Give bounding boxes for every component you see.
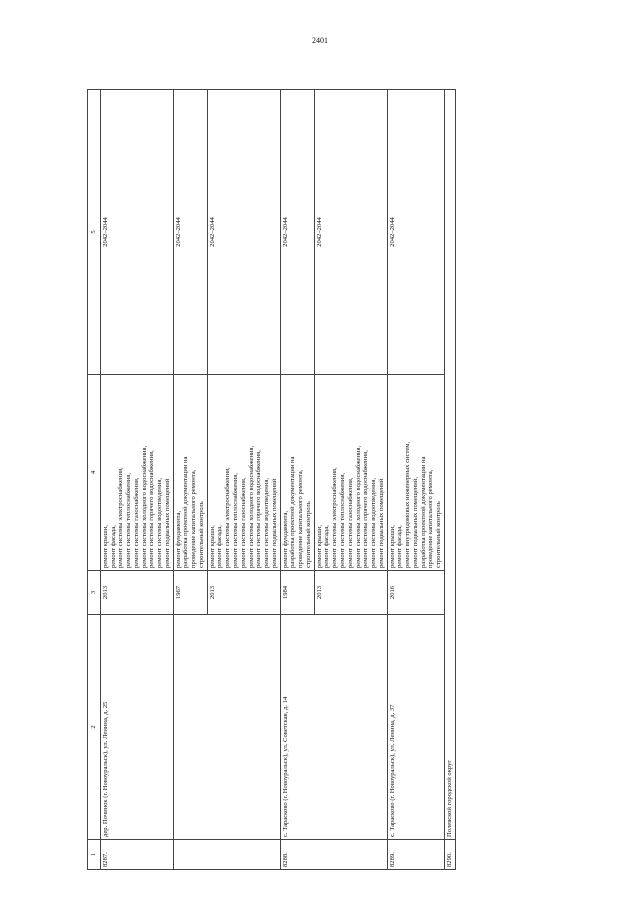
- works-cell: [280, 375, 314, 571]
- table-row: [100, 90, 173, 870]
- header-cell: 3: [88, 571, 101, 615]
- work-item: строительный контроль: [197, 501, 205, 568]
- address-cell: с. Тарасково (г. Новоуральск), ул. Советская, д. 14: [280, 615, 387, 840]
- row-number: 8289.: [387, 840, 444, 870]
- work-item: ремонт крыши,: [388, 525, 396, 568]
- work-item: ремонт системы водоотведения,: [263, 477, 271, 568]
- work-item: ремонт крыши,: [315, 525, 323, 568]
- work-item: ремонт системы водоотведения,: [370, 477, 378, 568]
- table-row: [387, 90, 444, 870]
- district-name: Полевской городской округ: [444, 90, 455, 840]
- header-cell: 2: [88, 615, 101, 840]
- term-cell: 2042–2044: [280, 90, 314, 375]
- work-item: ремонт системы электроснабжения,: [224, 467, 232, 568]
- year-cell: 2013: [207, 571, 280, 615]
- work-item: разработка проектной документации на: [419, 456, 427, 568]
- table-row: [280, 90, 314, 870]
- year-cell: 1984: [280, 571, 314, 615]
- row-number: 8287.: [100, 840, 173, 870]
- work-item: ремонт системы электроснабжения,: [331, 467, 339, 568]
- work-item: ремонт фундамента,: [174, 510, 182, 568]
- address-cell: с. Тарасково (г. Новоуральск), ул. Ленина, д. 37: [387, 615, 444, 840]
- work-item: ремонт фасада,: [216, 525, 224, 568]
- work-item: ремонт фасада,: [323, 525, 331, 568]
- term-cell: 2042–2044: [173, 90, 207, 375]
- work-item: проведение капитального ремонта,: [427, 469, 435, 568]
- works-cell: [100, 375, 173, 571]
- row-number: 8288.: [280, 840, 387, 870]
- works-cell: [173, 375, 207, 571]
- work-item: ремонт системы горячего водоснабжения,: [362, 450, 370, 568]
- header-row: [88, 90, 101, 870]
- work-item: ремонт фасада,: [396, 525, 404, 568]
- works-cell: [207, 375, 280, 571]
- work-item: ремонт подвальных помещений: [377, 478, 385, 568]
- work-item: ремонт системы газоснабжения,: [239, 477, 247, 568]
- work-item: проведение капитального ремонта,: [297, 469, 305, 568]
- year-cell: 2013: [100, 571, 173, 615]
- work-item: проведение капитального ремонта,: [190, 469, 198, 568]
- work-item: ремонт системы горячего водоснабжения,: [148, 450, 156, 568]
- work-item: разработка проектной документации на: [289, 456, 297, 568]
- header-cell: 5: [88, 90, 101, 375]
- work-item: разработка проектной документации на: [182, 456, 190, 568]
- table-body: [88, 90, 456, 870]
- header-cell: 1: [88, 840, 101, 870]
- work-item: строительный контроль: [304, 501, 312, 568]
- work-item: ремонт системы холодного водоснабжения,: [140, 445, 148, 568]
- address-cell: [173, 615, 280, 840]
- work-item: ремонт подвальных помещений: [163, 478, 171, 568]
- table-row: [173, 90, 207, 870]
- works-cell: [387, 375, 444, 571]
- work-item: ремонт системы горячего водоснабжения,: [255, 450, 263, 568]
- work-item: ремонт крыши,: [101, 525, 109, 568]
- work-item: ремонт фундамента,: [281, 510, 289, 568]
- year-cell: 2013: [314, 571, 387, 615]
- term-cell: 2042–2044: [314, 90, 387, 375]
- page-number: 2401: [312, 36, 328, 45]
- work-item: ремонт крыши,: [208, 525, 216, 568]
- work-item: ремонт фасада,: [109, 525, 117, 568]
- year-cell: 2016: [387, 571, 444, 615]
- works-cell: [314, 375, 387, 571]
- footer-number: 8290.: [444, 840, 455, 870]
- address-cell: дер. Починок (г. Новоуральск), ул. Ленина, д. 25: [100, 615, 173, 840]
- term-cell: 2042–2044: [100, 90, 173, 375]
- rotated-table-wrapper: [87, 90, 607, 870]
- term-cell: 2042–2044: [387, 90, 444, 375]
- work-item: ремонт подвальных помещений,: [411, 477, 419, 568]
- work-item: ремонт подвальных помещений: [270, 478, 278, 568]
- footer-row: [444, 90, 455, 870]
- work-item: ремонт системы холодного водоснабжения,: [354, 445, 362, 568]
- repair-schedule-table: [87, 89, 456, 870]
- work-item: строительный контроль: [435, 501, 443, 568]
- header-cell: 4: [88, 375, 101, 571]
- work-item: ремонт системы теплоснабжения,: [338, 473, 346, 568]
- work-item: ремонт системы газоснабжения,: [346, 477, 354, 568]
- work-item: ремонт системы газоснабжения,: [132, 477, 140, 568]
- year-cell: 1967: [173, 571, 207, 615]
- work-item: ремонт системы электроснабжения,: [117, 467, 125, 568]
- work-item: ремонт системы холодного водоснабжения,: [247, 445, 255, 568]
- work-item: ремонт внутридомовых инженерных систем,: [404, 441, 412, 568]
- work-item: ремонт системы водоотведения,: [156, 477, 164, 568]
- work-item: ремонт системы теплоснабжения,: [232, 473, 240, 568]
- work-item: ремонт системы теплоснабжения,: [125, 473, 133, 568]
- term-cell: 2042–2044: [207, 90, 280, 375]
- row-number: [173, 840, 280, 870]
